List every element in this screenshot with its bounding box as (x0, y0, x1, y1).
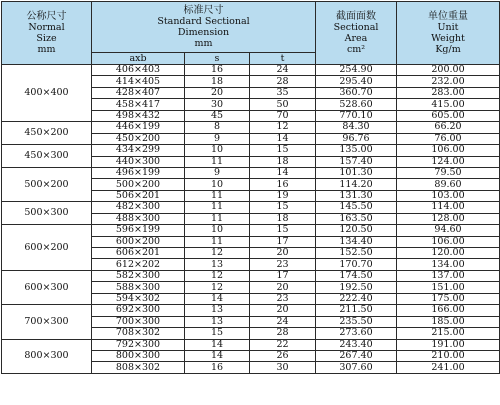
cell-s: 10 (185, 179, 250, 190)
cell-axb: 700×300 (92, 316, 185, 327)
cell-s: 30 (185, 99, 250, 110)
cell-s: 16 (185, 65, 250, 76)
cell-axb: 446×199 (92, 122, 185, 133)
cell-area: 170.70 (316, 259, 397, 270)
spec-table-body (2, 65, 500, 374)
cell-axb: 606×201 (92, 248, 185, 259)
cell-axb: 500×200 (92, 179, 185, 190)
header-standard-dimension (92, 2, 316, 53)
cell-weight: 185.00 (397, 316, 500, 327)
cell-area: 131.30 (316, 190, 397, 201)
normal-size-cell: 600×300 (2, 270, 92, 304)
normal-size-cell: 500×200 (2, 167, 92, 201)
cell-s: 14 (185, 339, 250, 350)
cell-weight: 134.00 (397, 259, 500, 270)
cell-area: 235.50 (316, 316, 397, 327)
cell-area: 192.50 (316, 282, 397, 293)
cell-t: 28 (250, 76, 316, 87)
cell-t: 22 (250, 339, 316, 350)
cell-weight: 66.20 (397, 122, 500, 133)
cell-area: 101.30 (316, 167, 397, 178)
cell-area: 84.30 (316, 122, 397, 133)
cell-s: 16 (185, 362, 250, 373)
header-dim-zh: 标准尺寸 (183, 5, 224, 16)
header-area-unit: cm² (346, 44, 366, 55)
normal-size-cell: 700×300 (2, 305, 92, 339)
cell-t: 15 (250, 145, 316, 156)
table-row (2, 202, 500, 213)
header-unit-weight (397, 2, 500, 65)
table-row (2, 270, 500, 281)
cell-t: 17 (250, 236, 316, 247)
header-area-en2: Area (344, 33, 368, 44)
cell-t: 23 (250, 259, 316, 270)
cell-weight: 106.00 (397, 236, 500, 247)
cell-axb: 808×302 (92, 362, 185, 373)
normal-size-cell: 400×400 (2, 65, 92, 122)
cell-area: 145.50 (316, 202, 397, 213)
cell-axb: 596×199 (92, 225, 185, 236)
subheader-s: s (185, 53, 250, 65)
cell-axb: 708×302 (92, 328, 185, 339)
cell-area: 222.40 (316, 293, 397, 304)
cell-t: 18 (250, 156, 316, 167)
table-row (2, 305, 500, 316)
cell-t: 15 (250, 202, 316, 213)
cell-t: 16 (250, 179, 316, 190)
cell-area: 295.40 (316, 76, 397, 87)
header-weight-en1: Unit (437, 22, 459, 33)
table-row (2, 225, 500, 236)
cell-t: 14 (250, 167, 316, 178)
cell-s: 12 (185, 282, 250, 293)
subheader-t: t (250, 53, 316, 65)
cell-s: 11 (185, 213, 250, 224)
cell-weight: 241.00 (397, 362, 500, 373)
table-row (2, 145, 500, 156)
cell-weight: 103.00 (397, 190, 500, 201)
header-normal-size (2, 2, 92, 65)
cell-axb: 488×300 (92, 213, 185, 224)
cell-weight: 215.00 (397, 328, 500, 339)
cell-t: 20 (250, 248, 316, 259)
cell-area: 211.50 (316, 305, 397, 316)
cell-t: 28 (250, 328, 316, 339)
cell-weight: 283.00 (397, 87, 500, 98)
cell-area: 152.50 (316, 248, 397, 259)
cell-s: 9 (185, 167, 250, 178)
cell-weight: 76.00 (397, 133, 500, 144)
cell-area: 273.60 (316, 328, 397, 339)
cell-axb: 406×403 (92, 65, 185, 76)
cell-axb: 440×300 (92, 156, 185, 167)
cell-area: 254.90 (316, 65, 397, 76)
cell-weight: 124.00 (397, 156, 500, 167)
header-weight-en2: Weight (431, 33, 465, 44)
cell-axb: 800×300 (92, 350, 185, 361)
cell-s: 18 (185, 76, 250, 87)
cell-axb: 792×300 (92, 339, 185, 350)
cell-axb: 612×202 (92, 259, 185, 270)
cell-s: 12 (185, 270, 250, 281)
cell-s: 15 (185, 328, 250, 339)
cell-axb: 458×417 (92, 99, 185, 110)
cell-t: 26 (250, 350, 316, 361)
cell-area: 96.76 (316, 133, 397, 144)
cell-area: 114.20 (316, 179, 397, 190)
cell-t: 35 (250, 87, 316, 98)
cell-t: 50 (250, 99, 316, 110)
cell-t: 30 (250, 362, 316, 373)
table-row (2, 65, 500, 76)
normal-size-cell: 450×300 (2, 145, 92, 168)
normal-size-cell: 500×300 (2, 202, 92, 225)
cell-weight: 114.00 (397, 202, 500, 213)
cell-t: 23 (250, 293, 316, 304)
cell-axb: 600×200 (92, 236, 185, 247)
cell-s: 14 (185, 293, 250, 304)
header-area-zh: 截面面数 (336, 11, 377, 22)
normal-size-cell: 450×200 (2, 122, 92, 145)
cell-s: 13 (185, 259, 250, 270)
header-weight-zh: 单位重量 (428, 11, 469, 22)
cell-s: 14 (185, 350, 250, 361)
cell-area: 243.40 (316, 339, 397, 350)
cell-s: 13 (185, 316, 250, 327)
normal-size-cell: 600×200 (2, 225, 92, 271)
cell-axb: 692×300 (92, 305, 185, 316)
cell-weight: 166.00 (397, 305, 500, 316)
table-row (2, 122, 500, 133)
cell-area: 134.40 (316, 236, 397, 247)
cell-weight: 605.00 (397, 110, 500, 121)
cell-t: 18 (250, 213, 316, 224)
header-weight-unit: Kg/m (435, 44, 461, 55)
cell-axb: 450×200 (92, 133, 185, 144)
cell-weight: 232.00 (397, 76, 500, 87)
header-size-en1: Normal (28, 22, 65, 33)
cell-t: 19 (250, 190, 316, 201)
cell-area: 157.40 (316, 156, 397, 167)
cell-weight: 200.00 (397, 65, 500, 76)
cell-weight: 106.00 (397, 145, 500, 156)
cell-weight: 191.00 (397, 339, 500, 350)
cell-area: 135.00 (316, 145, 397, 156)
cell-weight: 89.60 (397, 179, 500, 190)
header-dim-unit: mm (194, 38, 213, 49)
cell-area: 360.70 (316, 87, 397, 98)
cell-s: 11 (185, 156, 250, 167)
cell-t: 14 (250, 133, 316, 144)
cell-weight: 120.00 (397, 248, 500, 259)
cell-axb: 506×201 (92, 190, 185, 201)
cell-axb: 594×302 (92, 293, 185, 304)
cell-s: 20 (185, 87, 250, 98)
cell-axb: 434×299 (92, 145, 185, 156)
cell-t: 20 (250, 282, 316, 293)
cell-area: 528.60 (316, 99, 397, 110)
cell-weight: 79.50 (397, 167, 500, 178)
cell-s: 10 (185, 225, 250, 236)
normal-size-cell: 800×300 (2, 339, 92, 373)
cell-weight: 415.00 (397, 99, 500, 110)
cell-weight: 94.60 (397, 225, 500, 236)
table-row (2, 339, 500, 350)
cell-s: 8 (185, 122, 250, 133)
cell-axb: 496×199 (92, 167, 185, 178)
cell-s: 9 (185, 133, 250, 144)
cell-weight: 175.00 (397, 293, 500, 304)
cell-area: 307.60 (316, 362, 397, 373)
cell-weight: 128.00 (397, 213, 500, 224)
cell-axb: 588×300 (92, 282, 185, 293)
cell-axb: 482×300 (92, 202, 185, 213)
cell-weight: 210.00 (397, 350, 500, 361)
header-sectional-area (316, 2, 397, 65)
cell-t: 12 (250, 122, 316, 133)
cell-axb: 414×405 (92, 76, 185, 87)
header-area-en1: Sectional (333, 22, 379, 33)
cell-area: 120.50 (316, 225, 397, 236)
header-size-zh: 公称尺寸 (26, 11, 67, 22)
cell-axb: 428×407 (92, 87, 185, 98)
cell-s: 11 (185, 202, 250, 213)
cell-s: 10 (185, 145, 250, 156)
cell-t: 17 (250, 270, 316, 281)
cell-area: 267.40 (316, 350, 397, 361)
subheader-axb: axb (92, 53, 185, 65)
cell-weight: 137.00 (397, 270, 500, 281)
cell-t: 15 (250, 225, 316, 236)
cell-t: 20 (250, 305, 316, 316)
cell-area: 163.50 (316, 213, 397, 224)
cell-weight: 151.00 (397, 282, 500, 293)
cell-s: 11 (185, 236, 250, 247)
cell-s: 11 (185, 190, 250, 201)
table-row (2, 167, 500, 178)
cell-s: 13 (185, 305, 250, 316)
header-dim-en2: Dimension (177, 27, 230, 38)
cell-area: 770.10 (316, 110, 397, 121)
h-beam-spec-table (1, 1, 500, 374)
header-size-en2: Size (36, 33, 57, 44)
header-dim-en1: Standard Sectional (157, 16, 250, 27)
cell-s: 12 (185, 248, 250, 259)
cell-s: 45 (185, 110, 250, 121)
cell-area: 174.50 (316, 270, 397, 281)
header-size-unit: mm (37, 44, 56, 55)
cell-t: 70 (250, 110, 316, 121)
cell-axb: 498×432 (92, 110, 185, 121)
cell-t: 24 (250, 316, 316, 327)
cell-axb: 582×300 (92, 270, 185, 281)
cell-t: 24 (250, 65, 316, 76)
